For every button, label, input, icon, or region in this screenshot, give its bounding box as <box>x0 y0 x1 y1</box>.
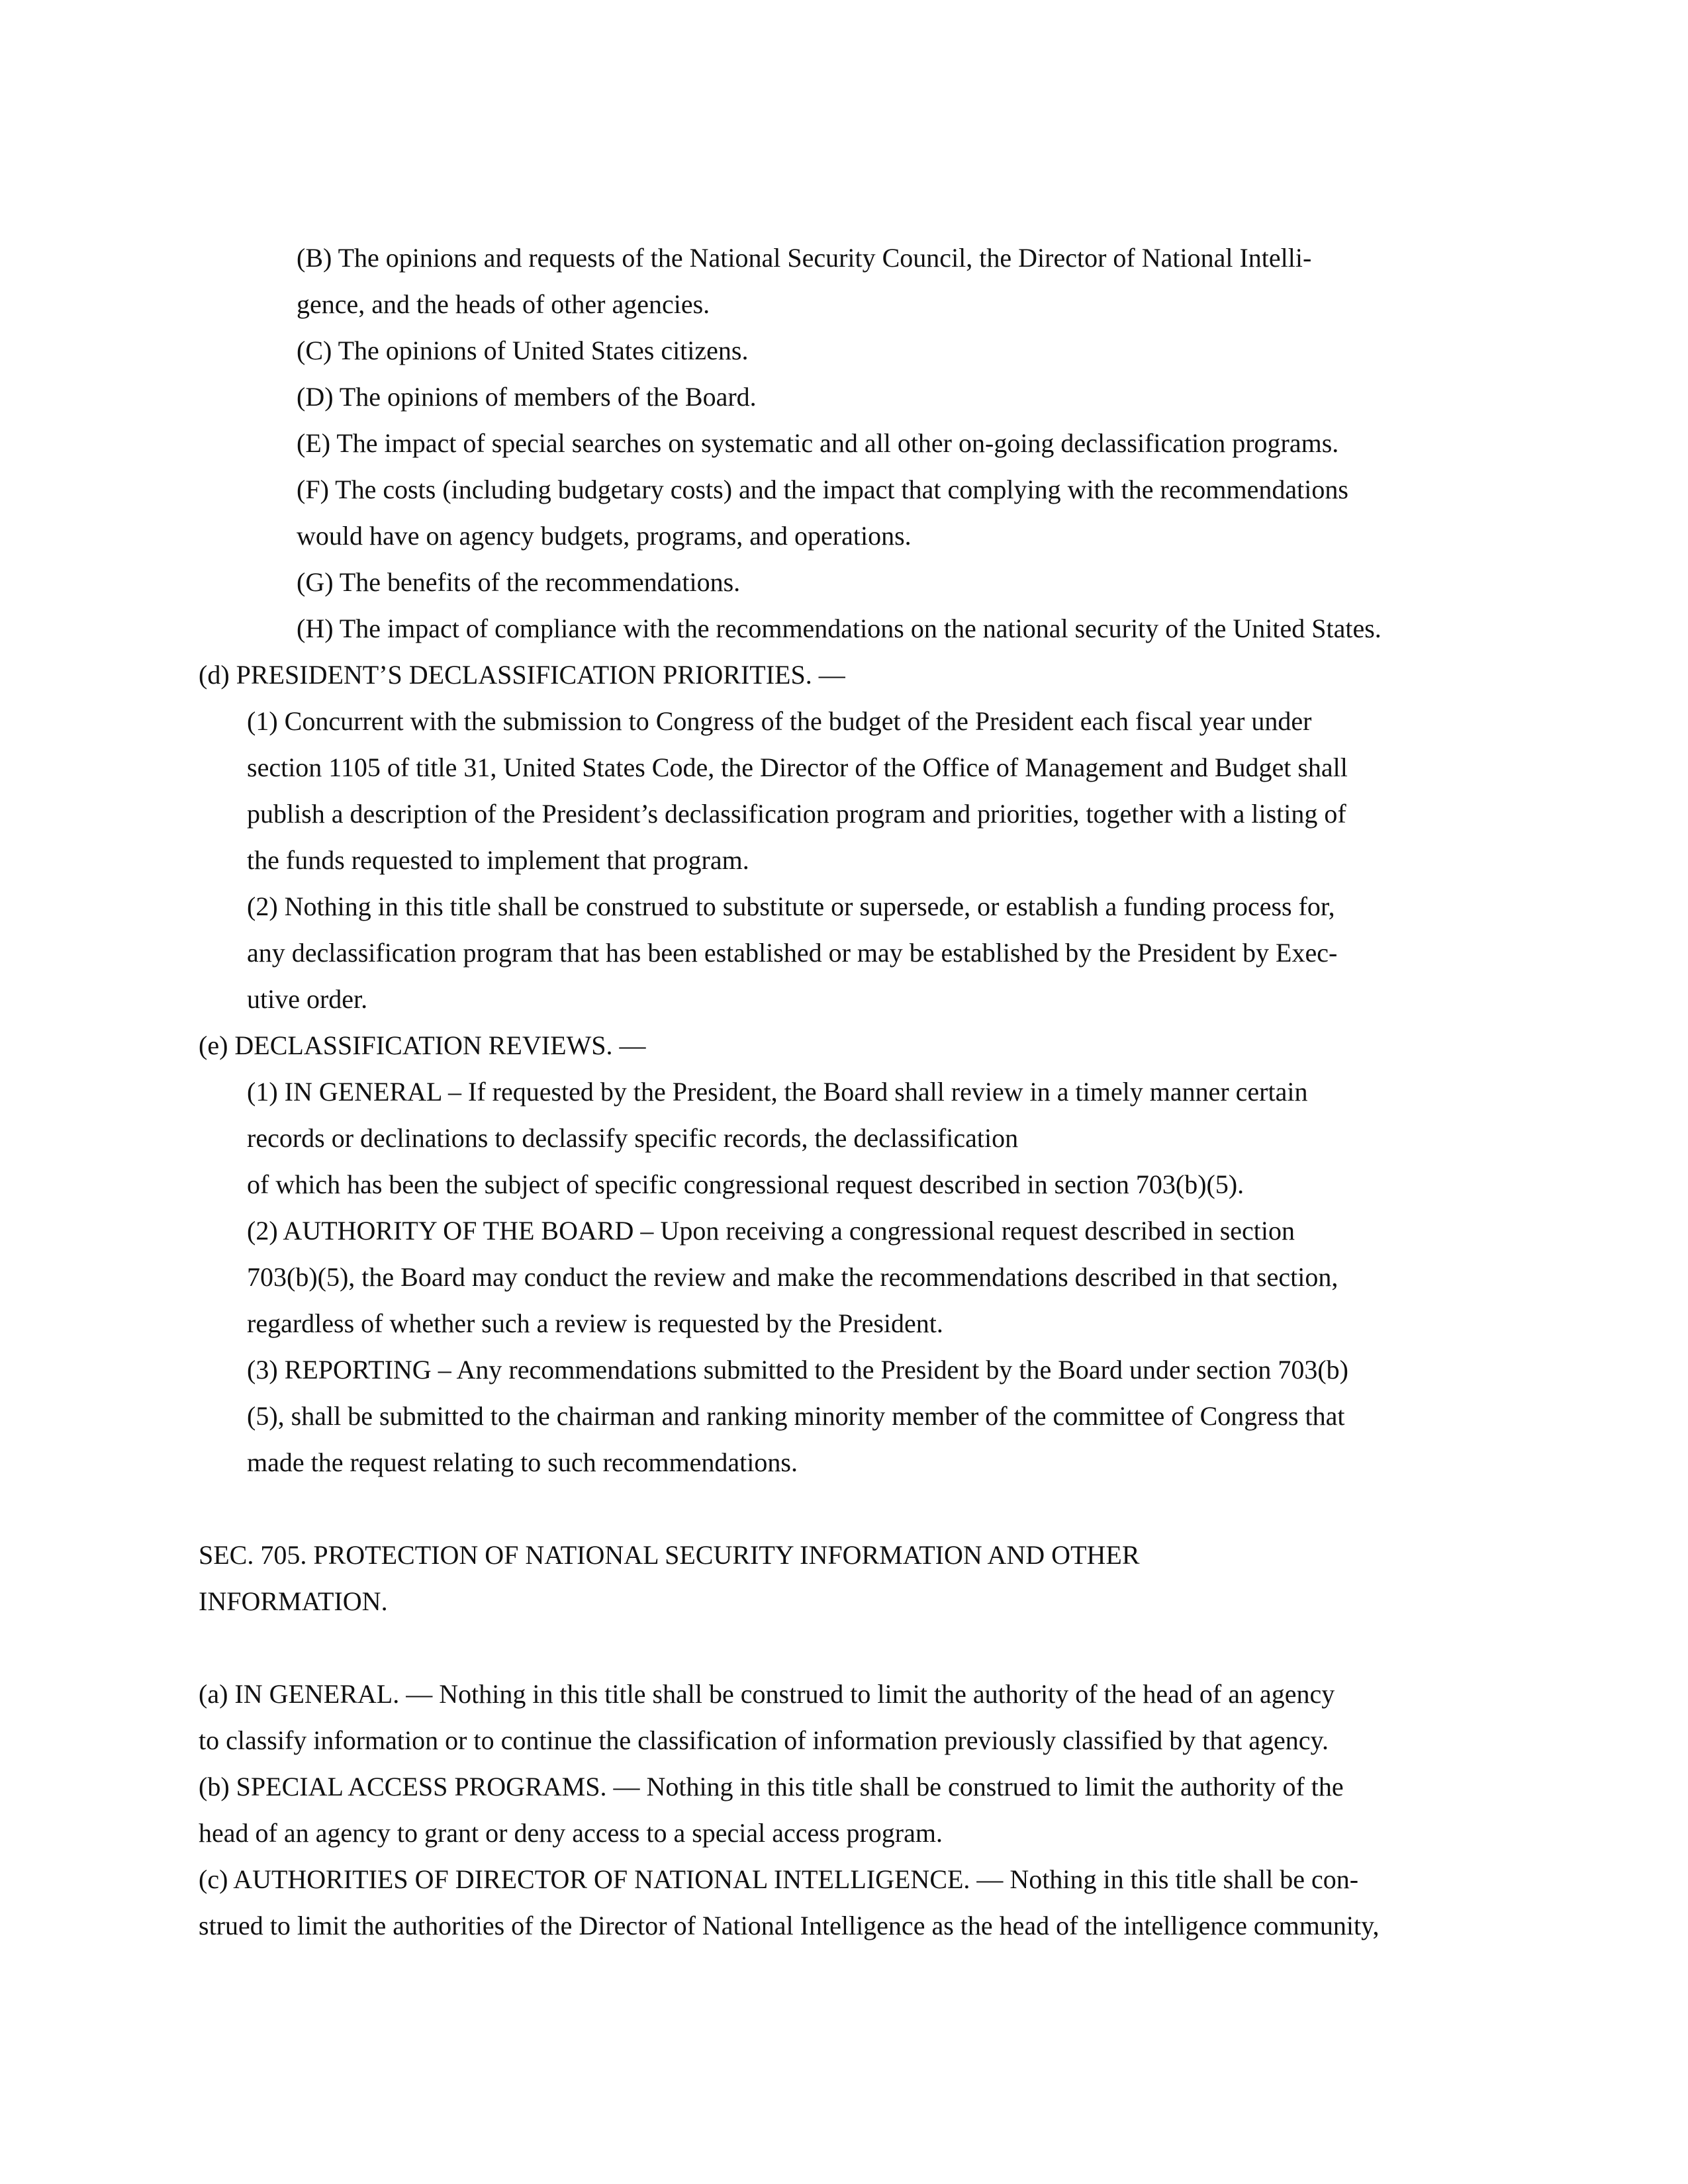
line-text: (H) The impact of compliance with the recommendations on the national security of the United States. <box>297 614 1382 643</box>
line-text: (b) SPECIAL ACCESS PROGRAMS. — Nothing in this title shall be construed to limit the authority of the <box>199 1772 1344 1801</box>
line-text: (B) The opinions and requests of the National Security Council, the Director of National Intelli- <box>297 243 1312 273</box>
line-text: strued to limit the authorities of the Director of National Intelligence as the head of the intelligence community, <box>199 1911 1380 1940</box>
text-line <box>0 1717 1688 1764</box>
text-line <box>0 1161 1688 1208</box>
line-text: head of an agency to grant or deny access to a special access program. <box>199 1818 943 1848</box>
section-title <box>0 1532 1688 1578</box>
text-line <box>0 235 1688 281</box>
line-text: would have on agency budgets, programs, and operations. <box>297 521 912 551</box>
line-text: any declassification program that has been established or may be established by the President by Exec- <box>247 938 1338 968</box>
section-heading-e <box>0 1023 1688 1069</box>
text-line <box>0 1810 1688 1856</box>
section-title <box>0 1578 1688 1625</box>
section-heading-d <box>0 652 1688 698</box>
text-line <box>0 1069 1688 1115</box>
text-line <box>0 1856 1688 1903</box>
line-text: publish a description of the President’s declassification program and priorities, together with a listing of <box>247 799 1346 829</box>
text-line <box>0 559 1688 606</box>
line-text: (G) The benefits of the recommendations. <box>297 567 741 597</box>
text-line <box>0 1300 1688 1347</box>
line-text: (F) The costs (including budgetary costs) and the impact that complying with the recommendations <box>297 475 1348 504</box>
text-line <box>0 328 1688 374</box>
text-line <box>0 791 1688 837</box>
text-line <box>0 374 1688 420</box>
text-line <box>0 513 1688 559</box>
line-text: (c) AUTHORITIES OF DIRECTOR OF NATIONAL INTELLIGENCE. — Nothing in this title shall be con- <box>199 1864 1359 1894</box>
line-text: to classify information or to continue the classification of information previously classified by that agency. <box>199 1725 1329 1755</box>
text-line <box>0 1439 1688 1486</box>
line-text: records or declinations to declassify specific records, the declassification <box>247 1123 1019 1153</box>
text-line <box>0 837 1688 884</box>
line-text: section 1105 of title 31, United States Code, the Director of the Office of Management and Budget shall <box>247 752 1348 782</box>
text-line <box>0 1208 1688 1254</box>
text-line <box>0 976 1688 1023</box>
text-line <box>0 420 1688 467</box>
line-text: 703(b)(5), the Board may conduct the review and make the recommendations described in that section, <box>247 1262 1338 1292</box>
text-line <box>0 1903 1688 1949</box>
text-line <box>0 930 1688 976</box>
line-text: (a) IN GENERAL. — Nothing in this title shall be construed to limit the authority of the head of an agency <box>199 1679 1335 1709</box>
line-text: (2) Nothing in this title shall be construed to substitute or supersede, or establish a funding process for, <box>247 891 1335 921</box>
text-line <box>0 281 1688 328</box>
line-text: (e) DECLASSIFICATION REVIEWS. — <box>199 1030 646 1060</box>
line-text: regardless of whether such a review is requested by the President. <box>247 1308 943 1338</box>
line-text: SEC. 705. PROTECTION OF NATIONAL SECURITY INFORMATION AND OTHER <box>199 1540 1140 1570</box>
text-line <box>0 467 1688 513</box>
text-line <box>0 606 1688 652</box>
text-line <box>0 1393 1688 1439</box>
text-line <box>0 1254 1688 1300</box>
line-text: (D) The opinions of members of the Board. <box>297 382 757 412</box>
line-text: gence, and the heads of other agencies. <box>297 289 710 319</box>
line-text: of which has been the subject of specific congressional request described in section 703(b)(5). <box>247 1169 1244 1199</box>
line-text: (E) The impact of special searches on systematic and all other on-going declassification programs. <box>297 428 1339 458</box>
line-text: (C) The opinions of United States citizens. <box>297 336 749 365</box>
text-line <box>0 745 1688 791</box>
line-text: made the request relating to such recommendations. <box>247 1447 798 1477</box>
line-text: (2) AUTHORITY OF THE BOARD – Upon receiving a congressional request described in section <box>247 1216 1295 1246</box>
text-line <box>0 1347 1688 1393</box>
text-line <box>0 1115 1688 1161</box>
line-text: (3) REPORTING – Any recommendations submitted to the President by the Board under section 703(b) <box>247 1355 1348 1385</box>
line-text: utive order. <box>247 984 368 1014</box>
text-line <box>0 698 1688 745</box>
line-text: (5), shall be submitted to the chairman and ranking minority member of the committee of Congress that <box>247 1401 1345 1431</box>
text-line <box>0 1671 1688 1717</box>
line-text: the funds requested to implement that program. <box>247 845 749 875</box>
line-text: INFORMATION. <box>199 1586 388 1616</box>
line-text: (1) IN GENERAL – If requested by the President, the Board shall review in a timely manner certain <box>247 1077 1308 1107</box>
text-line <box>0 884 1688 930</box>
line-text: (1) Concurrent with the submission to Congress of the budget of the President each fiscal year under <box>247 706 1312 736</box>
text-line <box>0 1764 1688 1810</box>
line-text: (d) PRESIDENT’S DECLASSIFICATION PRIORITIES. — <box>199 660 845 690</box>
